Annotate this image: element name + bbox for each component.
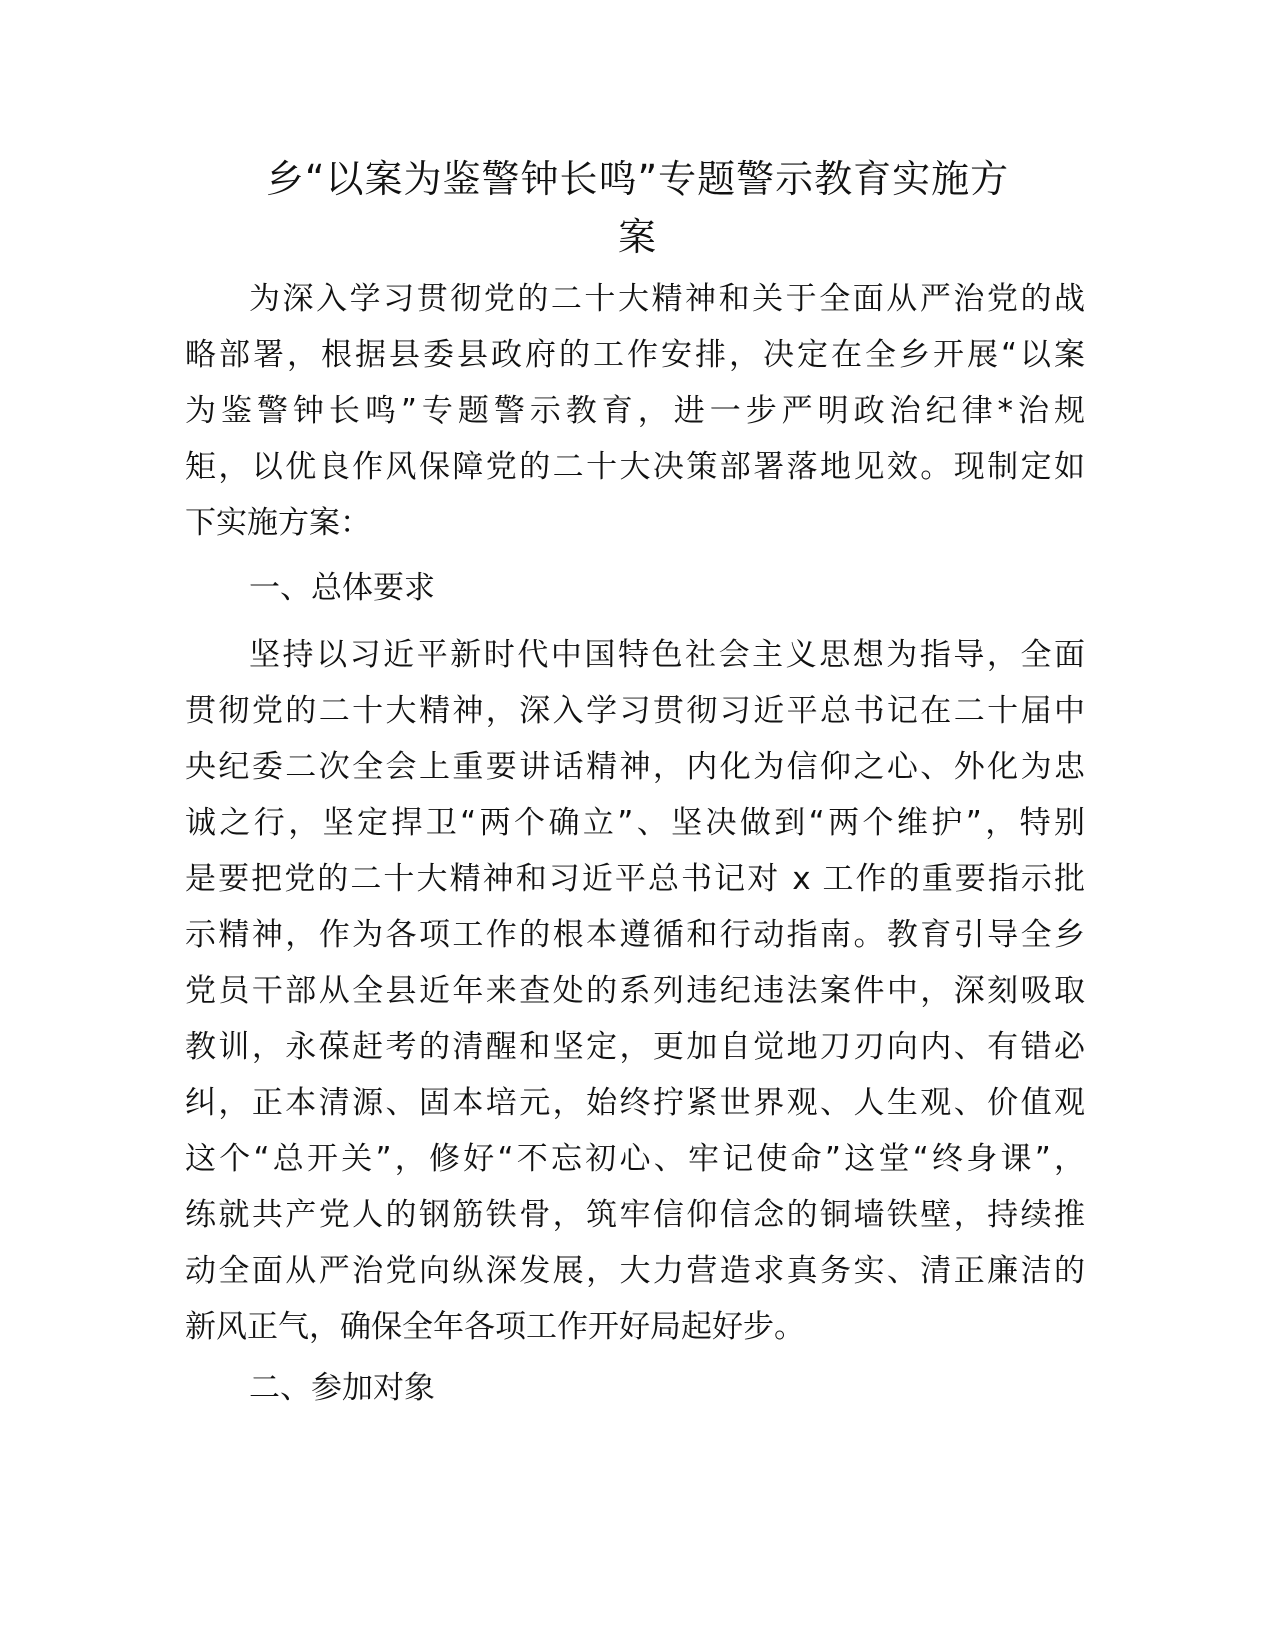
paragraph-line: 央纪委二次全会上重要讲话精神，内化为信仰之心、外化为忠	[185, 749, 1085, 785]
section-heading-participants: 二、参加对象	[249, 1370, 435, 1406]
general-requirements-paragraph	[185, 627, 1085, 1355]
section-heading-general-requirements: 一、总体要求	[249, 570, 435, 606]
intro-paragraph	[185, 271, 1085, 551]
paragraph-line: 新风正气，确保全年各项工作开好局起好步。	[185, 1309, 805, 1345]
paragraph-line: 这个“总开关”，修好“不忘初心、牢记使命”这堂“终身课”，	[185, 1141, 1085, 1177]
paragraph-line: 坚持以习近平新时代中国特色社会主义思想为指导，全面	[249, 637, 1085, 673]
paragraph-line: 练就共产党人的钢筋铁骨，筑牢信仰信念的铜墙铁壁，持续推	[185, 1197, 1085, 1233]
intro-line: 略部署，根据县委县政府的工作安排，决定在全乡开展“以案	[185, 337, 1085, 373]
paragraph-line: 贯彻党的二十大精神，深入学习贯彻习近平总书记在二十届中	[185, 693, 1085, 729]
paragraph-line: 教训，永葆赶考的清醒和坚定，更加自觉地刀刃向内、有错必	[185, 1029, 1085, 1065]
document-title-line-2: 案	[617, 215, 657, 259]
paragraph-line: 示精神，作为各项工作的根本遵循和行动指南。教育引导全乡	[185, 917, 1085, 953]
intro-line: 下实施方案：	[185, 505, 371, 541]
intro-line: 为鉴警钟长鸣”专题警示教育，进一步严明政治纪律*治规	[185, 393, 1085, 429]
paragraph-line: 是要把党的二十大精神和习近平总书记对 x 工作的重要指示批	[185, 861, 1085, 897]
paragraph-line: 动全面从严治党向纵深发展，大力营造求真务实、清正廉洁的	[185, 1253, 1085, 1289]
document-title-line-1: 乡“以案为鉴警钟长鸣”专题警示教育实施方	[265, 157, 1010, 201]
intro-line: 为深入学习贯彻党的二十大精神和关于全面从严治党的战	[249, 281, 1085, 317]
intro-line: 矩，以优良作风保障党的二十大决策部署落地见效。现制定如	[185, 449, 1085, 485]
paragraph-line: 诚之行，坚定捍卫“两个确立”、坚决做到“两个维护”，特别	[185, 805, 1085, 841]
paragraph-line: 纠，正本清源、固本培元，始终拧紧世界观、人生观、价值观	[185, 1085, 1085, 1121]
paragraph-line: 党员干部从全县近年来查处的系列违纪违法案件中，深刻吸取	[185, 973, 1085, 1009]
